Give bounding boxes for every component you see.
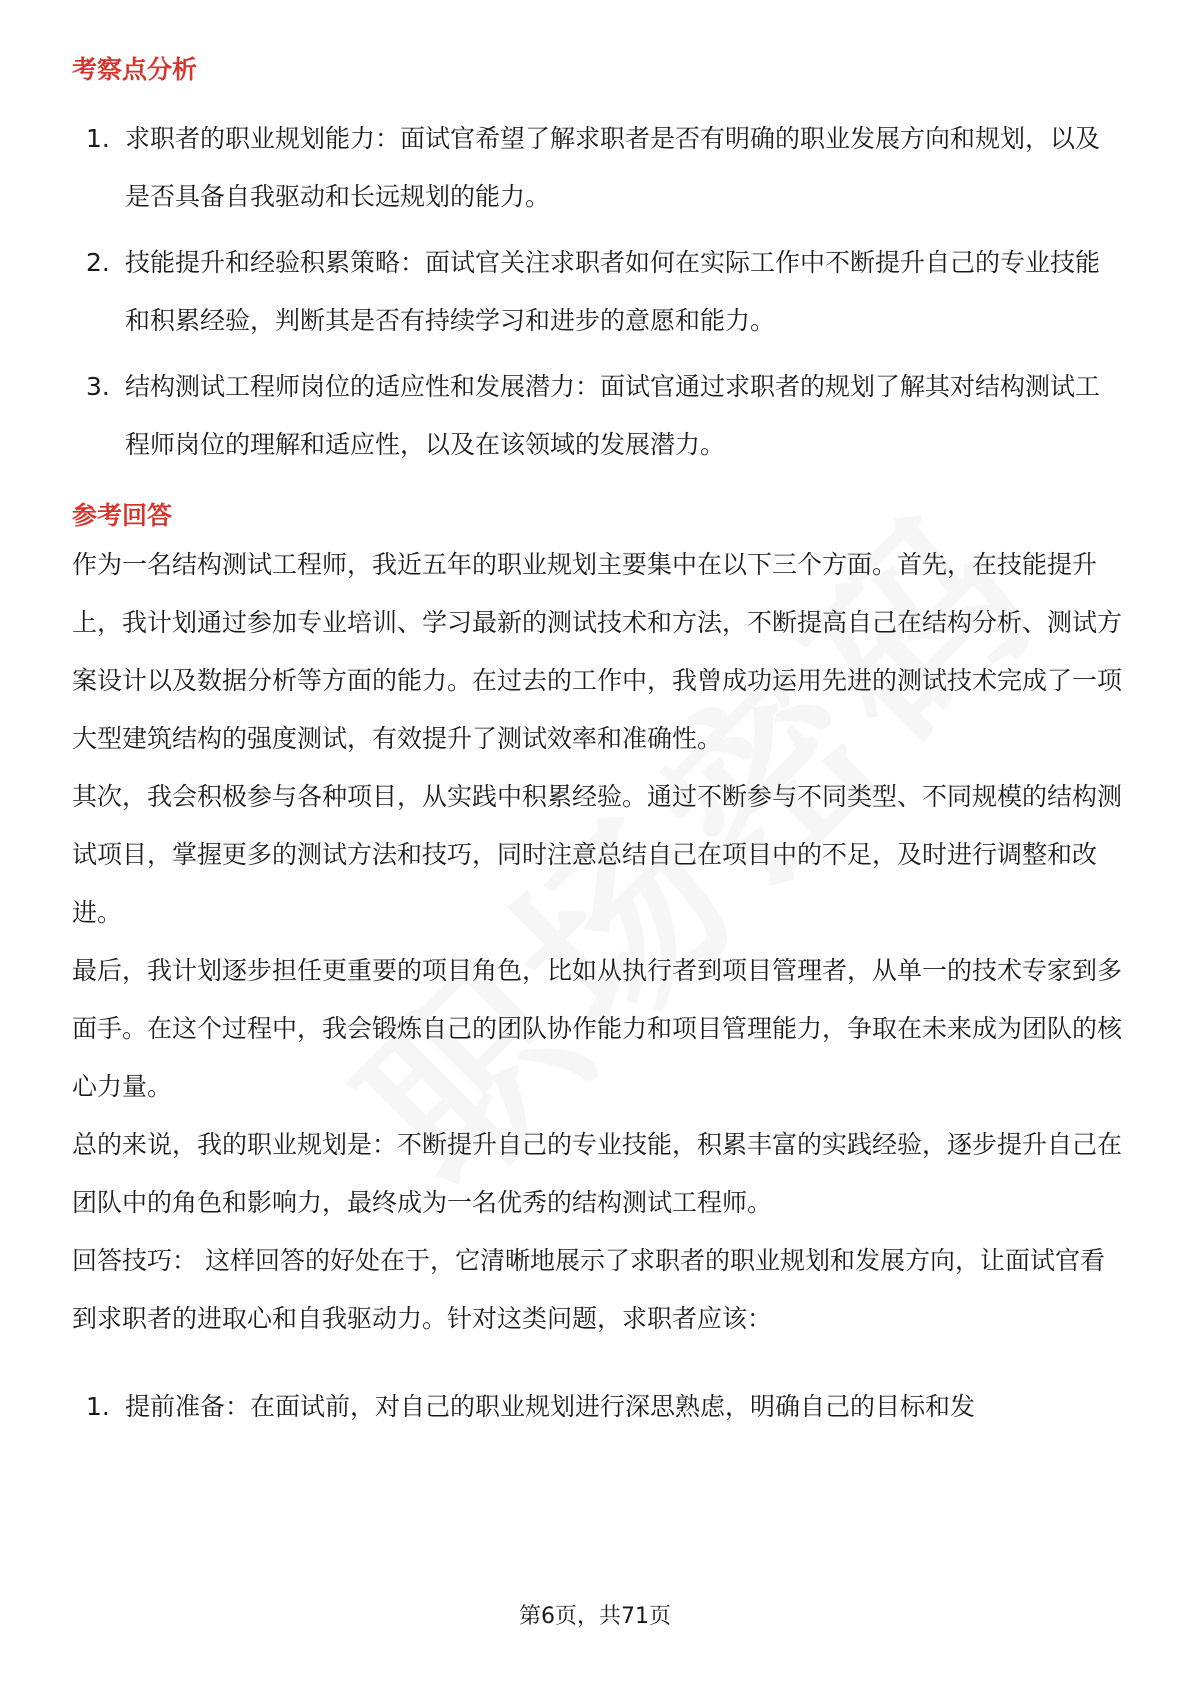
list-item (72, 110, 1122, 226)
list-item-text: 求职者的职业规划能力：面试官希望了解求职者是否有明确的职业发展方向和规划，以及是否具备自我驱动和长远规划的能力。 (125, 124, 1101, 211)
list-item-number: 2. (86, 248, 110, 277)
list-item-number: 1. (86, 1392, 110, 1421)
analysis-list (72, 110, 1122, 474)
section-title-analysis: 考察点分析 (72, 55, 198, 84)
answer-paragraph: 其次，我会积极参与各种项目，从实践中积累经验。通过不断参与不同类型、不同规模的结构测试项目，掌握更多的测试方法和技巧，同时注意总结自己在项目中的不足，及时进行调整和改进。 (72, 782, 1123, 927)
list-item-number: 3. (86, 372, 110, 401)
list-item (72, 1378, 1122, 1436)
page-content (72, 46, 1122, 1436)
section-title-answer: 参考回答 (72, 501, 173, 530)
list-item-text: 结构测试工程师岗位的适应性和发展潜力：面试官通过求职者的规划了解其对结构测试工程师岗位的理解和适应性，以及在该领域的发展潜力。 (125, 372, 1101, 459)
answer-paragraph: 最后，我计划逐步担任更重要的项目角色，比如从执行者到项目管理者，从单一的技术专家到多面手。在这个过程中，我会锻炼自己的团队协作能力和项目管理能力，争取在未来成为团队的核心力量。 (72, 956, 1123, 1101)
list-item (72, 234, 1122, 350)
answer-paragraph: 总的来说，我的职业规划是：不断提升自己的专业技能，积累丰富的实践经验，逐步提升自己在团队中的角色和影响力，最终成为一名优秀的结构测试工程师。 (72, 1130, 1123, 1217)
page-number-footer: 第6页，共71页 (519, 1604, 671, 1629)
tips-intro-paragraph: 回答技巧： 这样回答的好处在于，它清晰地展示了求职者的职业规划和发展方向，让面试官看到求职者的进取心和自我驱动力。针对这类问题，求职者应该： (72, 1246, 1105, 1333)
list-item (72, 358, 1122, 474)
list-item-number: 1. (86, 124, 110, 153)
answer-paragraph: 作为一名结构测试工程师，我近五年的职业规划主要集中在以下三个方面。首先，在技能提升上，我计划通过参加专业培训、学习最新的测试技术和方法，不断提高自己在结构分析、测试方案设计以及数据分析等方面的能力。在过去的工作中，我曾成功运用先进的测试技术完成了一项大型建筑结构的强度测试，有效提升了测试效率和准确性。 (72, 550, 1123, 753)
tips-list (72, 1378, 1122, 1436)
list-item-text: 技能提升和经验积累策略：面试官关注求职者如何在实际工作中不断提升自己的专业技能和积累经验，判断其是否有持续学习和进步的意愿和能力。 (125, 248, 1101, 335)
list-item-text: 提前准备：在面试前，对自己的职业规划进行深思熟虑，明确自己的目标和发 (125, 1392, 976, 1421)
